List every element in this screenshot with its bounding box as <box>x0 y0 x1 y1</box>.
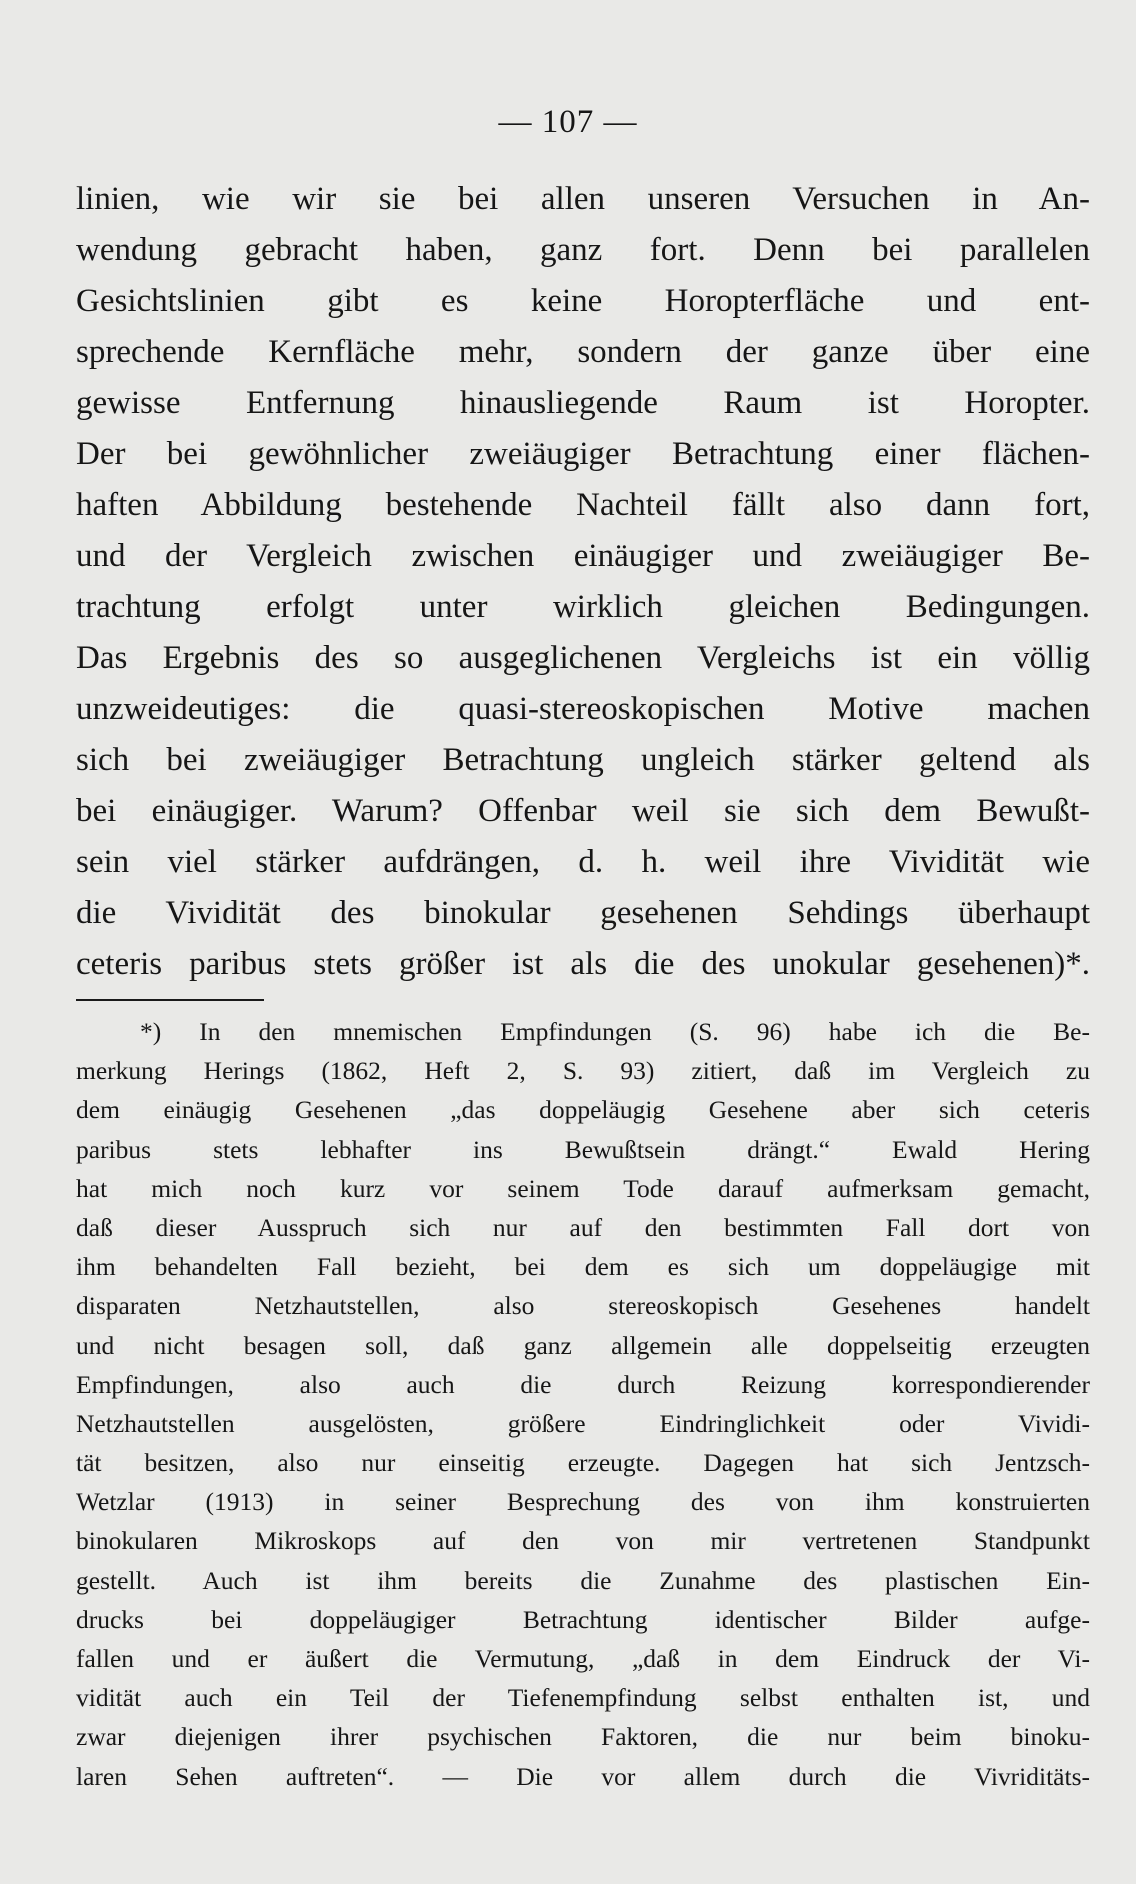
footnote-line: Empfindungen, also auch die durch Reizung korrespondierender <box>76 1369 1090 1399</box>
text-line: sprechende Kernfläche mehr, sondern der ganze über eine <box>76 334 1090 370</box>
main-text <box>76 174 1090 990</box>
footnote-line: fallen und er äußert die Vermutung, „daß in dem Eindruck der Vi- <box>76 1644 1090 1673</box>
text-line: bei einäugiger. Warum? Offenbar weil sie sich dem Bewußt- <box>76 793 1090 829</box>
text-line: sich bei zweiäugiger Betrachtung ungleich stärker geltend als <box>76 742 1090 778</box>
text-line: sein viel stärker aufdrängen, d. h. weil ihre Vividität wie <box>76 844 1090 880</box>
footnote-line: ihm behandelten Fall bezieht, bei dem es sich um doppeläugige mit <box>76 1252 1090 1282</box>
footnote-line: binokularen Mikroskops auf den von mir vertretenen Standpunkt <box>76 1526 1090 1556</box>
text-line: und der Vergleich zwischen einäugiger und zweiäugiger Be- <box>76 538 1090 574</box>
text-line: wendung gebracht haben, ganz fort. Denn bei parallelen <box>76 232 1090 268</box>
text-line: gewisse Entfernung hinausliegende Raum ist Horopter. <box>76 385 1090 421</box>
text-line: trachtung erfolgt unter wirklich gleichen Bedingungen. <box>76 589 1090 625</box>
footnote-line: gestellt. Auch ist ihm bereits die Zunahme des plastischen Ein- <box>76 1565 1090 1595</box>
footnote-line: und nicht besagen soll, daß ganz allgemein alle doppelseitig erzeugten <box>76 1330 1090 1360</box>
footnote-line: drucks bei doppeläugiger Betrachtung identischer Bilder aufge- <box>76 1604 1090 1634</box>
footnote-line: laren Sehen auftreten“. — Die vor allem durch die Vivriditäts- <box>76 1761 1090 1791</box>
text-line: haften Abbildung bestehende Nachteil fällt also dann fort, <box>76 487 1090 523</box>
footnote-line: Netzhautstellen ausgelösten, größere Eindringlichkeit oder Vividi- <box>76 1408 1090 1438</box>
footnote-line: daß dieser Ausspruch sich nur auf den bestimmten Fall dort von <box>76 1212 1090 1242</box>
footnote-line: disparaten Netzhautstellen, also stereoskopisch Gesehenes handelt <box>76 1291 1090 1321</box>
text-line: linien, wie wir sie bei allen unseren Versuchen in An- <box>76 181 1090 217</box>
text-line: die Vividität des binokular gesehenen Sehdings überhaupt <box>76 895 1090 931</box>
footnote-line: merkung Herings (1862, Heft 2, S. 93) zitiert, daß im Vergleich zu <box>76 1056 1090 1086</box>
text-line: Gesichtslinien gibt es keine Horopterfläche und ent- <box>76 283 1090 319</box>
text-line: Der bei gewöhnlicher zweiäugiger Betrachtung einer flächen- <box>76 436 1090 472</box>
text-line: Das Ergebnis des so ausgeglichenen Vergleichs ist ein völlig <box>76 640 1090 676</box>
page-number: — 107 — <box>498 104 638 140</box>
text-line: ceteris paribus stets größer ist als die des unokular gesehenen)*. <box>76 946 1090 982</box>
text-line: unzweideutiges: die quasi-stereoskopischen Motive machen <box>76 691 1090 727</box>
footnote-line: tät besitzen, also nur einseitig erzeugte. Dagegen hat sich Jentzsch- <box>76 1448 1090 1478</box>
footnote-line: dem einäugig Gesehenen „das doppeläugig Gesehene aber sich ceteris <box>76 1095 1090 1125</box>
footnote-line: *) In den mnemischen Empfindungen (S. 96) habe ich die Be- <box>140 1017 1090 1046</box>
footnote <box>76 1012 1090 1796</box>
footnote-divider <box>76 999 264 1001</box>
footnote-line: Wetzlar (1913) in seiner Besprechung des von ihm konstruierten <box>76 1487 1090 1517</box>
footnote-line: paribus stets lebhafter ins Bewußtsein drängt.“ Ewald Hering <box>76 1134 1090 1164</box>
footnote-line: vidität auch ein Teil der Tiefenempfindung selbst enthalten ist, und <box>76 1683 1090 1713</box>
footnote-line: hat mich noch kurz vor seinem Tode darauf aufmerksam gemacht, <box>76 1173 1090 1203</box>
footnote-line: zwar diejenigen ihrer psychischen Faktoren, die nur beim binoku- <box>76 1722 1090 1752</box>
